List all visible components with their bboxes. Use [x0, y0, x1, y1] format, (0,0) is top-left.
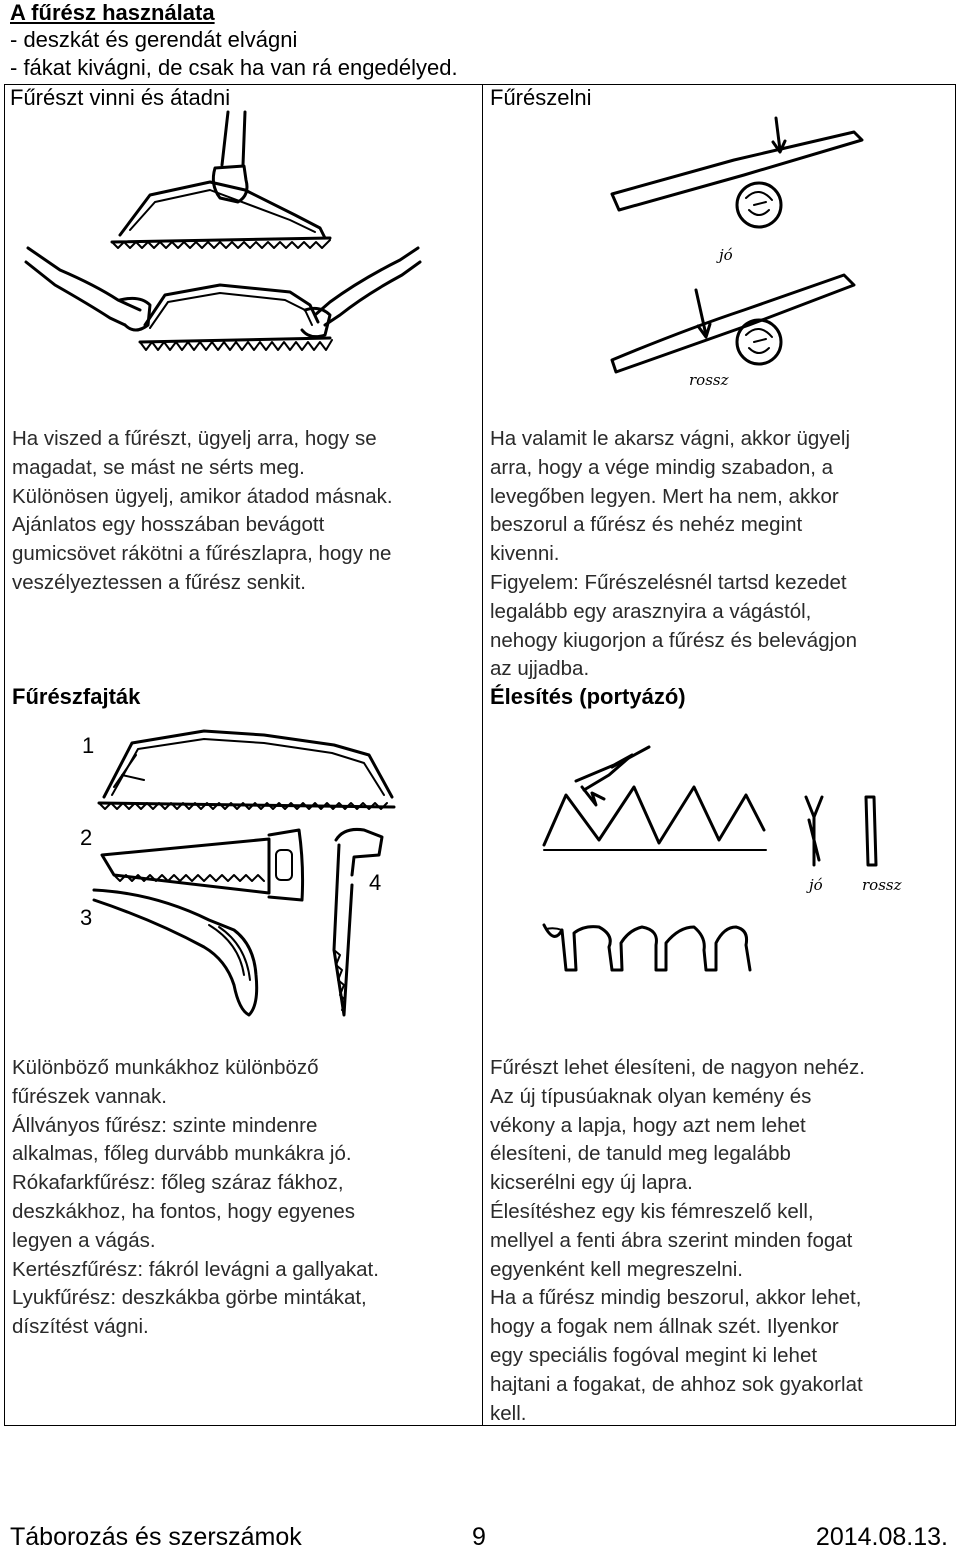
text-line: nehogy kiugorjon a fűrész és belevágjon [490, 628, 857, 652]
text-line: Figyelem: Fűrészelésnél tartsd kezedet [490, 570, 847, 594]
text-line: veszélyeztessen a fűrész senkit. [12, 570, 306, 594]
sharpening-illustration [484, 715, 954, 1015]
sawing-text [490, 425, 952, 684]
footer-title: Táborozás és szerszámok [10, 1523, 302, 1551]
text-line: levegőben legyen. Mert ha nem, akkor [490, 484, 839, 508]
number-1: 1 [82, 733, 95, 758]
text-line: Ha viszed a fűrészt, ügyelj arra, hogy se [12, 427, 377, 450]
text-line: fűrészek vannak. [12, 1084, 167, 1108]
label-good-sharpen: jó [809, 876, 823, 894]
text-line: kivenni. [490, 542, 560, 566]
text-line: legyen a vágás. [12, 1228, 156, 1252]
text-line: Élesítéshez egy kis fémreszelő kell, [490, 1199, 814, 1223]
heading-sharpening: Élesítés (portyázó) [490, 684, 686, 709]
carry-saw-text [12, 425, 477, 598]
text-line: Ajánlatos egy hosszában bevágott [12, 513, 325, 537]
text-line: Kertészfűrész: fákról levágni a gallyakat. [12, 1257, 379, 1281]
text-line: díszítést vágni. [12, 1315, 149, 1339]
text-line: élesíteni, de tanuld meg legalább [490, 1142, 791, 1166]
saw-types-text [12, 1054, 477, 1342]
text-line: kell. [490, 1401, 527, 1425]
heading-sawing: Fűrészelni [490, 85, 592, 110]
text-line: Különböző munkákhoz különböző [12, 1056, 319, 1079]
text-line: legalább egy arasznyira a vágástól, [490, 599, 812, 623]
text-line: magadat, se mást ne sérts meg. [12, 455, 305, 479]
heading-carry-saw: Fűrészt vinni és átadni [10, 85, 231, 110]
text-line: alkalmas, főleg durvább munkákra jó. [12, 1142, 352, 1166]
text-line: Lyukfűrész: deszkákba görbe mintákat, [12, 1286, 367, 1310]
label-bad-sharpen: rossz [862, 876, 902, 894]
page-title: A fűrész használata [10, 0, 215, 25]
text-line: Állványos fűrész: szinte mindenre [12, 1113, 318, 1137]
carry-saw-illustration [0, 110, 480, 410]
sharpening-text [490, 1054, 952, 1428]
label-bad-top: rossz [689, 371, 729, 389]
text-line: egy speciális fogóval megint ki lehet [490, 1343, 818, 1367]
text-line: Rókafarkfűrész: főleg száraz fákhoz, [12, 1171, 344, 1195]
footer-page-number: 9 [472, 1523, 486, 1551]
intro-line-1: - deszkát és gerendát elvágni [10, 27, 298, 52]
intro-line-2: - fákat kivágni, de csak ha van rá engedélyed. [10, 55, 458, 80]
text-line: az ujjadba. [490, 657, 590, 681]
heading-saw-types: Fűrészfajták [12, 684, 141, 709]
text-line: egyenként kell megreszelni. [490, 1257, 743, 1281]
number-3: 3 [80, 905, 93, 930]
label-good-top: jó [719, 246, 733, 264]
text-line: Különösen ügyelj, amikor átadod másnak. [12, 484, 393, 508]
text-line: arra, hogy a vége mindig szabadon, a [490, 455, 834, 479]
text-line: Ha valamit le akarsz vágni, akkor ügyelj [490, 427, 851, 450]
text-line: hajtani a fogakat, de ahhoz sok gyakorlat [490, 1372, 863, 1396]
number-4: 4 [369, 870, 382, 895]
text-line: Fűrészt lehet élesíteni, de nagyon nehéz. [490, 1056, 865, 1079]
sawing-illustration [484, 110, 954, 410]
text-line: kicserélni egy új lapra. [490, 1171, 693, 1195]
text-line: Ha a fűrész mindig beszorul, akkor lehet, [490, 1286, 862, 1310]
number-2: 2 [80, 825, 93, 850]
text-line: vékony a lapja, hogy azt nem lehet [490, 1113, 806, 1137]
text-line: mellyel a fenti ábra szerint minden fogat [490, 1228, 853, 1252]
text-line: hogy a fogak nem állnak szét. Ilyenkor [490, 1315, 839, 1339]
text-line: gumicsövet rákötni a fűrészlapra, hogy ne [12, 542, 392, 566]
text-line: Az új típusúaknak olyan kemény és [490, 1084, 812, 1108]
text-line: beszorul a fűrész és nehéz megint [490, 513, 803, 537]
text-line: deszkákhoz, ha fontos, hogy egyenes [12, 1199, 356, 1223]
saw-types-illustration [4, 715, 482, 1035]
footer-date: 2014.08.13. [815, 1523, 948, 1551]
